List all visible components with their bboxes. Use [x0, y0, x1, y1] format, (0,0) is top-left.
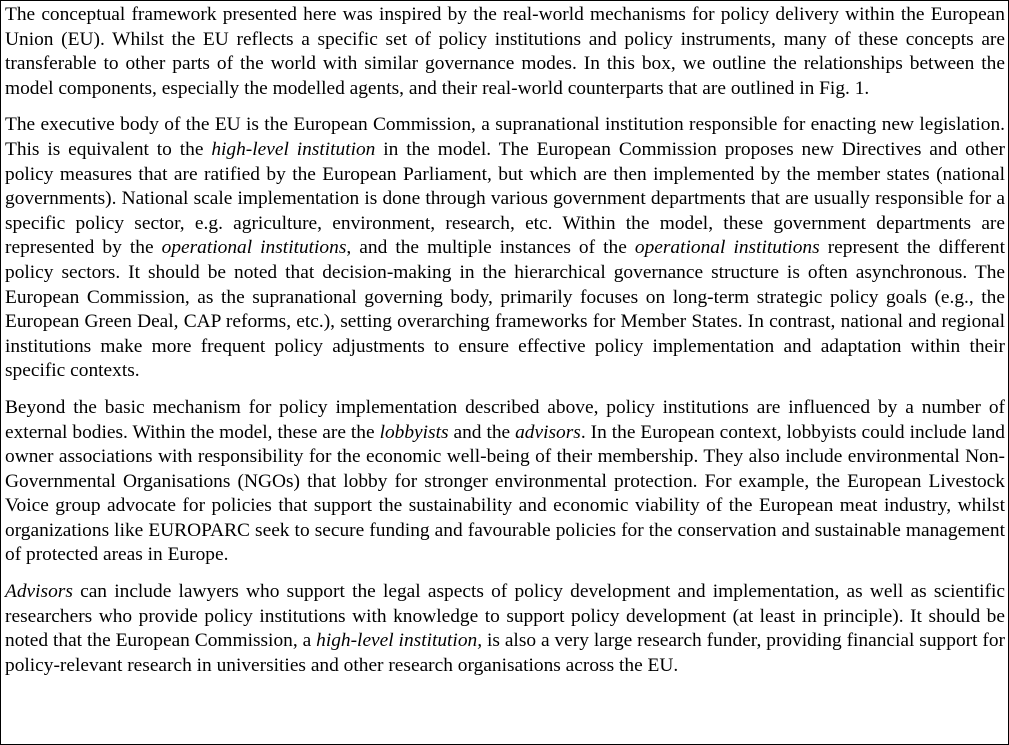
p2-text-4: represent the different policy sectors. It should be noted that decision-making in the hierarchical governance structure is often asynchronous. The European Commission, as the supranational governing body, primarily focuses on long-term strategic policy goals (e.g., the European Green Deal, CAP reforms, etc.), setting overarching frameworks for Member States. In contrast, national and regional institutions make more frequent policy adjustments to ensure effective policy implementation and adaptation within their specific contexts. [5, 237, 1005, 382]
p2-text-2: in the model. The European Commission proposes new Directives and other policy measures that are ratified by the European Parliament, but which are then implemented by the member states (national governments). National scale implementation is done through various government departments that are usually responsible for a specific policy sector, e.g. agriculture, environment, research, etc. Within the model, these government departments are represented by the [5, 138, 1006, 259]
p4-text-2: is also a very large research funder, providing financial support for policy-relevant research in universities and other research organisations across the EU. [5, 630, 1005, 676]
p2-text-3: , and the multiple instances of the [346, 237, 635, 259]
p2-italic-operational-institutions-2: operational institutions [634, 237, 820, 259]
paragraph-4 [5, 580, 1005, 678]
p3-italic-advisors: advisors [515, 421, 581, 443]
p4-italic-high-level-institution: high-level institution, [316, 630, 483, 652]
p2-text-1: The executive body of the EU is the European Commission, a supranational institution responsible for enacting new legislation. This is equivalent to the [5, 114, 1005, 160]
p3-text-2: and the [448, 421, 516, 443]
p3-text-1: Beyond the basic mechanism for policy implementation described above, policy institutions are influenced by a number of external bodies. Within the model, these are the [5, 396, 1005, 443]
paragraph-3 [5, 396, 1005, 568]
p3-italic-lobbyists: lobbyists [379, 421, 449, 443]
paragraph-2 [5, 113, 1005, 384]
p3-text-3: . In the European context, lobbyists could include land owner associations with responsibility for the economic well-being of their membership. They also include environmental Non-Governmental Organisations (NGOs) that lobby for stronger environmental protection. For example, the European Livestock Voice group advocate for policies that support the sustainability and economic viability of the European meat industry, whilst organizations like EUROPARC seek to secure funding and favourable policies for the conservation and sustainable management of protected areas in Europe. [5, 421, 1005, 566]
p2-italic-operational-institutions-1: operational institutions [161, 237, 347, 259]
p4-text-1: can include lawyers who support the legal aspects of policy development and implementation, as well as scientific researchers who provide policy institutions with knowledge to support policy development (at least in principle). It should be noted that the European Commission, a [5, 581, 1005, 652]
p4-italic-advisors: Advisors [5, 581, 73, 603]
p2-italic-high-level-institution: high-level institution [211, 138, 376, 160]
paragraph-1: The conceptual framework presented here was inspired by the real-world mechanisms for policy delivery within the European Union (EU). Whilst the EU reflects a specific set of policy institutions and policy instruments, many of these concepts are transferable to other parts of the world with similar governance modes. In this box, we outline the relationships between the model components, especially the modelled agents, and their real-world counterparts that are outlined in Fig. 1. [5, 4, 1005, 99]
